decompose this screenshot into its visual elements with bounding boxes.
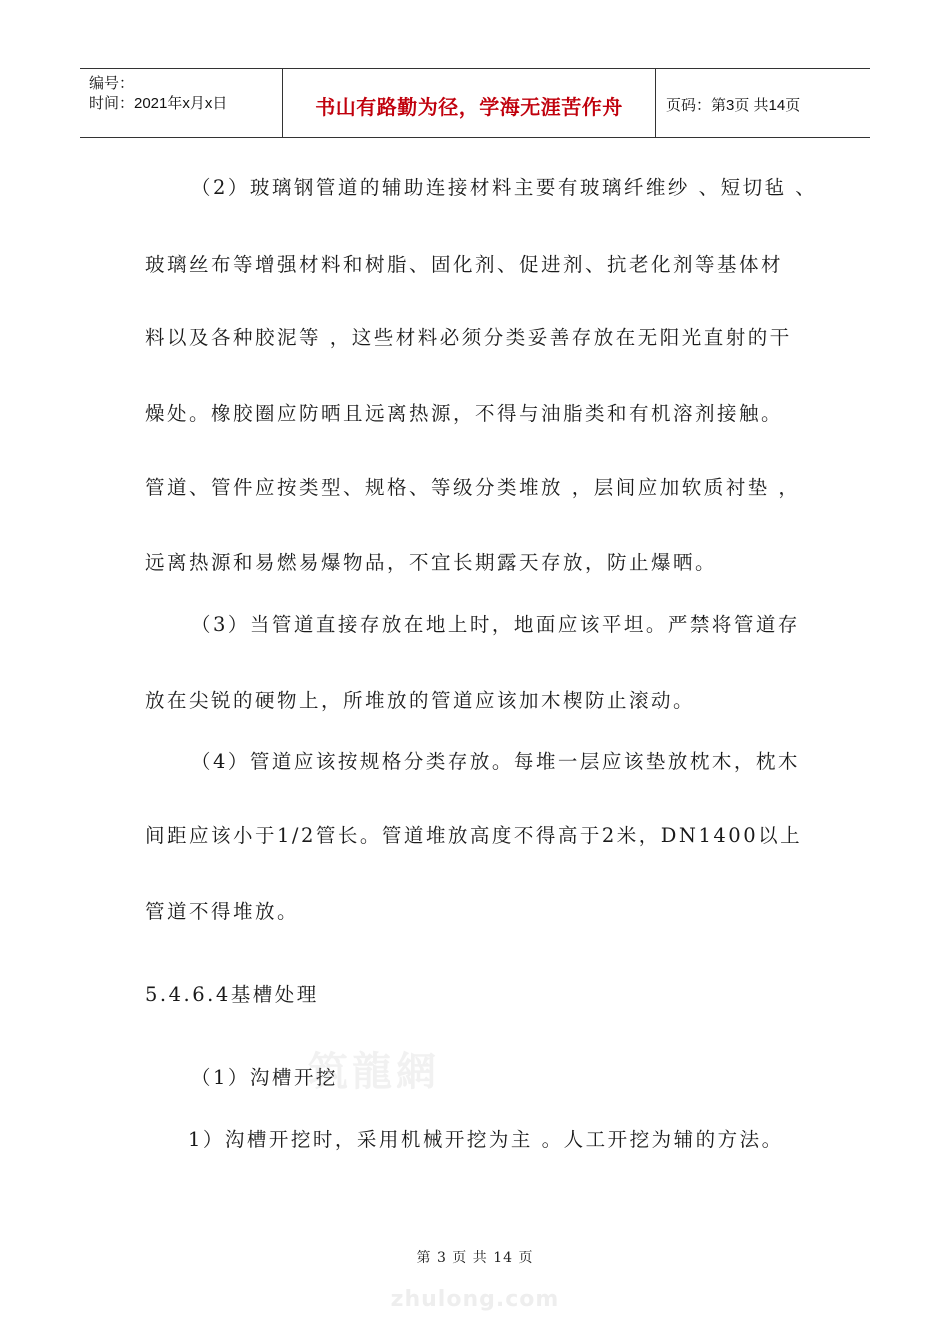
body-line: 燥处。橡胶圈应防晒且远离热源，不得与油脂类和有机溶剂接触。 <box>145 402 784 425</box>
header-meta-cell <box>80 69 283 137</box>
document-header <box>80 68 870 138</box>
body-line: 放在尖锐的硬物上，所堆放的管道应该加木楔防止滚动。 <box>145 689 696 712</box>
document-date-label: 时间：2021年x月x日 <box>89 95 228 112</box>
header-page-cell <box>656 69 870 137</box>
header-motto-cell <box>283 69 656 137</box>
body-line: 1）沟槽开挖时，采用机械开挖为主 。人工开挖为辅的方法。 <box>188 1128 784 1151</box>
body-line: 玻璃丝布等增强材料和树脂、固化剂、促进剂、抗老化剂等基体材 <box>145 253 784 276</box>
body-line: 料以及各种胶泥等 ，这些材料必须分类妥善存放在无阳光直射的干 <box>145 326 792 349</box>
watermark-logo-text: 筑龍網 <box>308 1048 440 1095</box>
document-number-label: 编号： <box>89 75 135 92</box>
body-line: （3）当管道直接存放在地上时，地面应该平坦。严禁将管道存 <box>191 613 800 636</box>
subsection-heading: （1）沟槽开挖 <box>191 1066 338 1089</box>
body-line: 管道、管件应按类型、规格、等级分类堆放 ，层间应加软质衬垫 ， <box>145 476 801 499</box>
header-motto: 书山有路勤为径，学海无涯苦作舟 <box>315 97 623 119</box>
watermark-url: zhulong.com <box>390 1287 560 1312</box>
body-line: 间距应该小于1/2管长。管道堆放高度不得高于2米，DN1400以上 <box>145 824 803 847</box>
body-line: （2）玻璃钢管道的辅助连接材料主要有玻璃纤维纱 、短切毡 、 <box>191 176 818 199</box>
body-line: （4）管道应该按规格分类存放。每堆一层应该垫放枕木，枕木 <box>191 750 800 773</box>
body-line: 远离热源和易燃易爆物品，不宜长期露天存放，防止爆晒。 <box>145 551 718 574</box>
header-page-info: 页码：第3页 共14页 <box>666 97 801 114</box>
section-heading: 5.4.6.4基槽处理 <box>145 983 319 1006</box>
body-line: 管道不得堆放。 <box>145 900 300 923</box>
page-footer: 第 3 页 共 14 页 <box>416 1250 534 1266</box>
